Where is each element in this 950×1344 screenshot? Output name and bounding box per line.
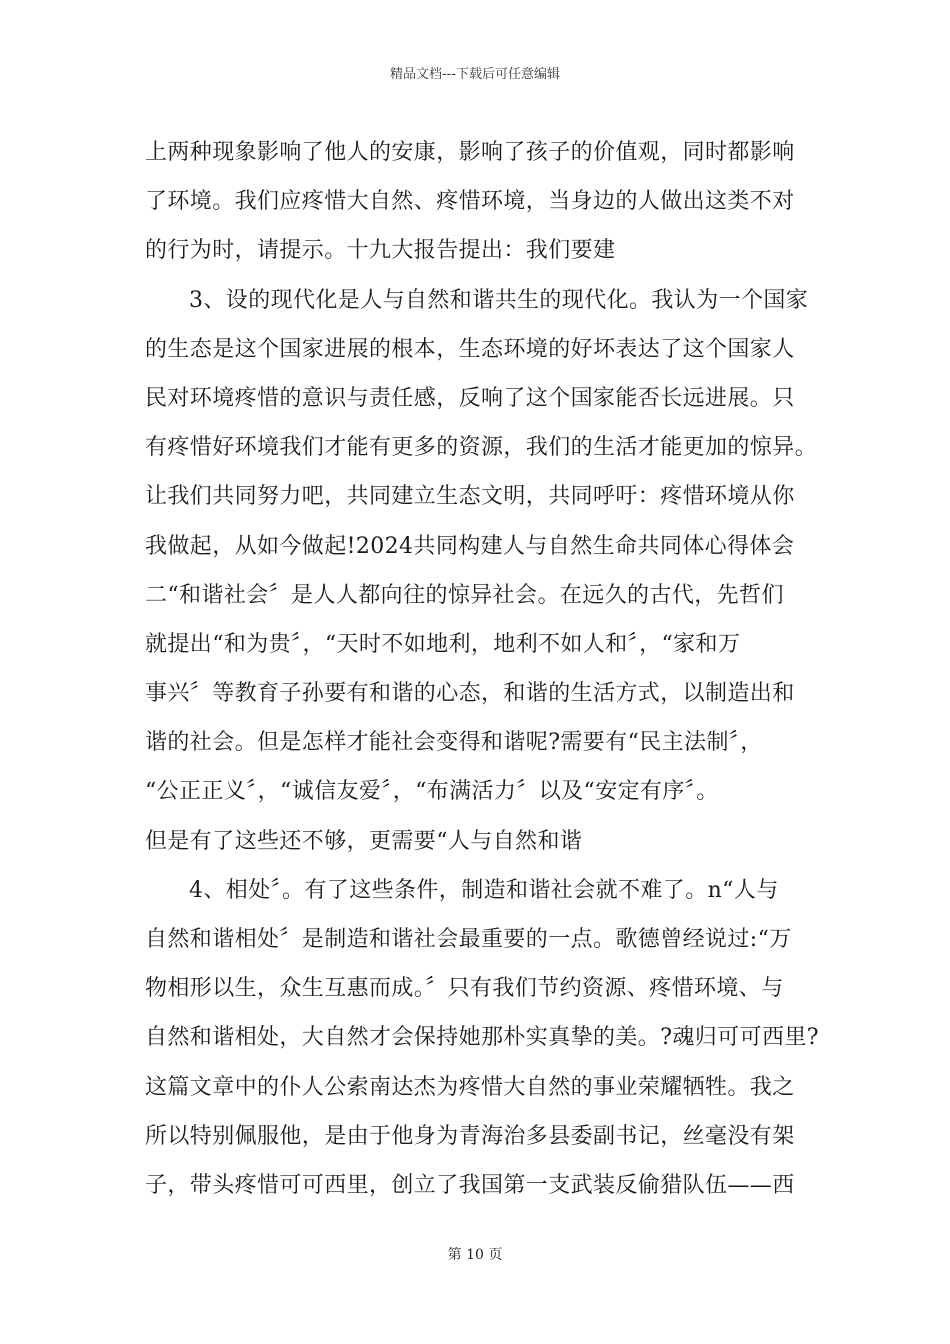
text-line: 二“和谐社会〞是人人都向往的惊异社会。在远久的古代，先哲们 [145,582,784,608]
page-number: 第 10 页 [447,1247,503,1263]
text-line: 我做起，从如今做起!2024共同构建人与自然生命共同体心得体会 [145,533,795,559]
text-line: 的生态是这个国家进展的根本，生态环境的好坏表达了这个国家人 [145,336,795,362]
text-line: 就提出“和为贵〞，“天时不如地利，地利不如人和〞，“家和万 [145,631,741,657]
text-line: 自然和谐相处〞是制造和谐社会最重要的一点。歌德曾经说过:“万 [145,927,792,952]
text-line: 但是有了这些还不够，更需要“人与自然和谐 [145,828,583,854]
text-line: 民对环境疼惜的意识与责任感，反响了这个国家能否长远进展。只 [145,385,795,411]
text-line: 的行为时，请提示。十九大报告提出：我们要建 [145,238,616,264]
text-line: 上两种现象影响了他人的安康，影响了孩子的价值观，同时都影响 [145,140,795,165]
paragraph-start-line: 3、设的现代化是人与自然和谐共生的现代化。我认为一个国家 [189,287,809,313]
text-line: “公正正义〞，“诚信友爱〞，“布满活力〞以及“安定有序〞。 [145,779,719,805]
text-line: 子，带头疼惜可可西里，创立了我国第一支武装反偷猎队伍——西 [145,1172,795,1198]
text-line: 自然和谐相处，大自然才会保持她那朴实真挚的美。?魂归可可西里? [145,1025,819,1051]
text-line: 有疼惜好环境我们才能有更多的资源，我们的生活才能更加的惊异。 [145,435,818,461]
text-line: 所以特别佩服他，是由于他身为青海治多县委副书记，丝毫没有架 [145,1123,795,1149]
document-body [145,128,819,1210]
page-header: 精品文档---下载后可任意编辑 [389,67,561,82]
text-line: 事兴〞等教育子孙要有和谐的心态，和谐的生活方式，以制造出和 [145,681,795,707]
text-line: 了环境。我们应疼惜大自然、疼惜环境，当身边的人做出这类不对 [145,189,795,215]
text-line: 这篇文章中的仆人公索南达杰为疼惜大自然的事业荣耀牺牲。我之 [145,1074,795,1100]
text-line: 让我们共同努力吧，共同建立生态文明，共同呼吁：疼惜环境从你 [145,484,795,510]
text-line: 谐的社会。但是怎样才能社会变得和谐呢?需要有“民主法制〞， [145,730,763,756]
paragraph-start-line: 4、相处〞。有了这些条件，制造和谐社会就不难了。n“人与 [189,877,779,903]
text-line: 物相形以生，众生互惠而成。〞只有我们节约资源、疼惜环境、与 [145,976,784,1002]
